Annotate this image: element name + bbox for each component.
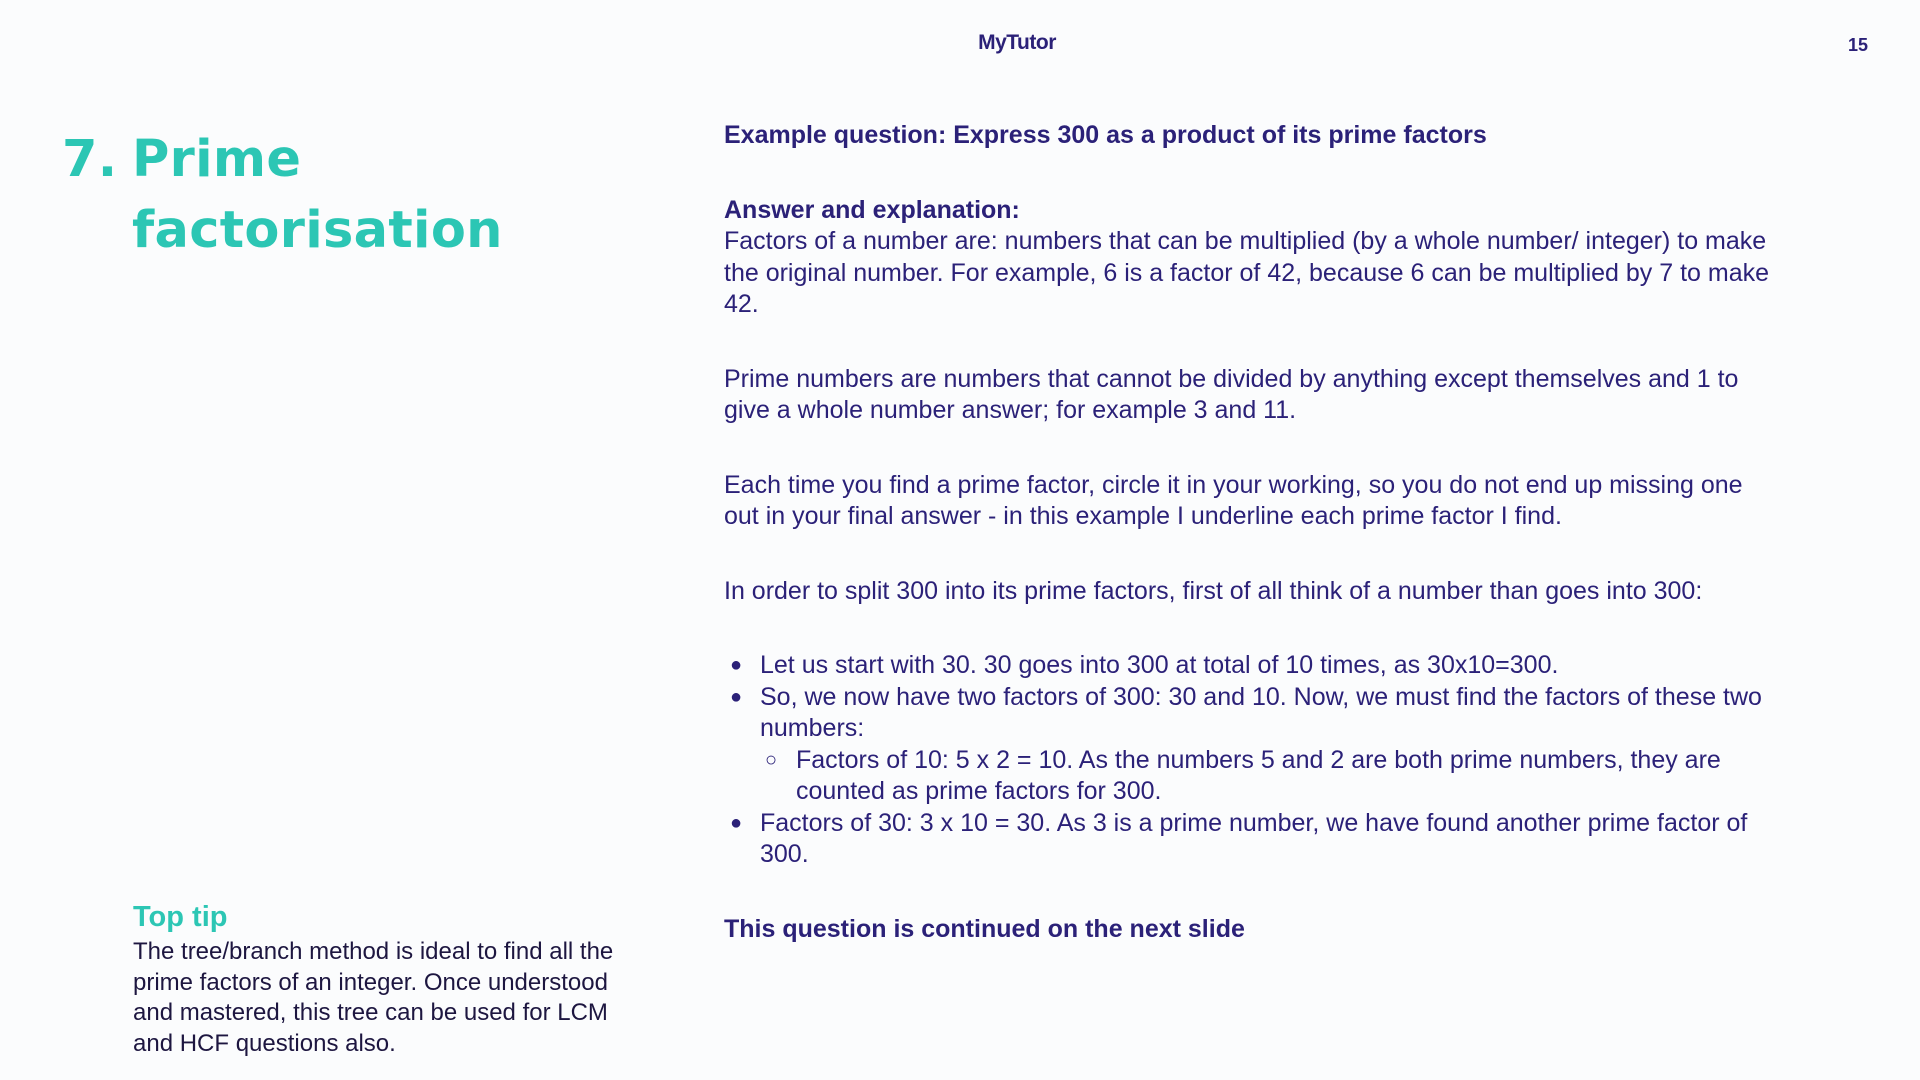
hollow-bullet-icon: ○ (765, 748, 778, 771)
top-tip (133, 899, 633, 1059)
page-title (62, 124, 503, 266)
sub-list-item-text: Factors of 10: 5 x 2 = 10. As the numbers 5 and 2 are both prime numbers, they are counted as prime factors for 300. (796, 745, 1721, 805)
title-number: 7. (62, 130, 118, 189)
explanation-content (724, 120, 1774, 945)
paragraph-primes: Prime numbers are numbers that cannot be divided by anything except themselves and 1 to give a whole number answer; for example 3 and 11. (724, 364, 1739, 424)
list-item-text: So, we now have two factors of 300: 30 and 10. Now, we must find the factors of these two numbers: (760, 682, 1762, 742)
bullet-icon: ● (730, 685, 743, 708)
answer-heading: Answer and explanation: (724, 195, 1020, 224)
sub-list-item (760, 745, 1774, 808)
bullet-icon: ● (730, 654, 743, 676)
top-tip-heading: Top tip (133, 901, 228, 933)
title-line-2: factorisation (132, 201, 503, 260)
paragraph-split: In order to split 300 into its prime factors, first of all think of a number than goes into 300: (724, 576, 1703, 605)
paragraph-factors: Factors of a number are: numbers that can be multiplied (by a whole number/ integer) to make the original number. For example, 6 is a factor of 42, because 6 can be multiplied by 7 to make 42. (724, 227, 1770, 318)
continued-note: This question is continued on the next slide (724, 914, 1245, 943)
list-item (724, 808, 1774, 871)
title-line-1: Prime (132, 130, 302, 189)
bullet-icon: ● (730, 811, 743, 834)
top-tip-body: The tree/branch method is ideal to find all the prime factors of an integer. Once understood and mastered, this tree can be used for LCM and HCF questions also. (133, 938, 614, 1057)
list-item (724, 650, 1774, 682)
list-item (724, 682, 1774, 808)
list-item-text: Factors of 30: 3 x 10 = 30. As 3 is a prime number, we have found another prime factor of 300. (760, 808, 1748, 868)
page-number: 15 (1847, 35, 1868, 55)
list-item-text: Let us start with 30. 30 goes into 300 at total of 10 times, as 30x10=300. (760, 651, 1559, 679)
brand-logo: MyTutor (978, 31, 1056, 54)
paragraph-circle-tip: Each time you find a prime factor, circle it in your working, so you do not end up missing one out in your final answer - in this example I underline each prime factor I find. (724, 470, 1743, 530)
steps-list (724, 650, 1774, 871)
sub-list (760, 745, 1774, 808)
example-question: Example question: Express 300 as a product of its prime factors (724, 121, 1487, 149)
